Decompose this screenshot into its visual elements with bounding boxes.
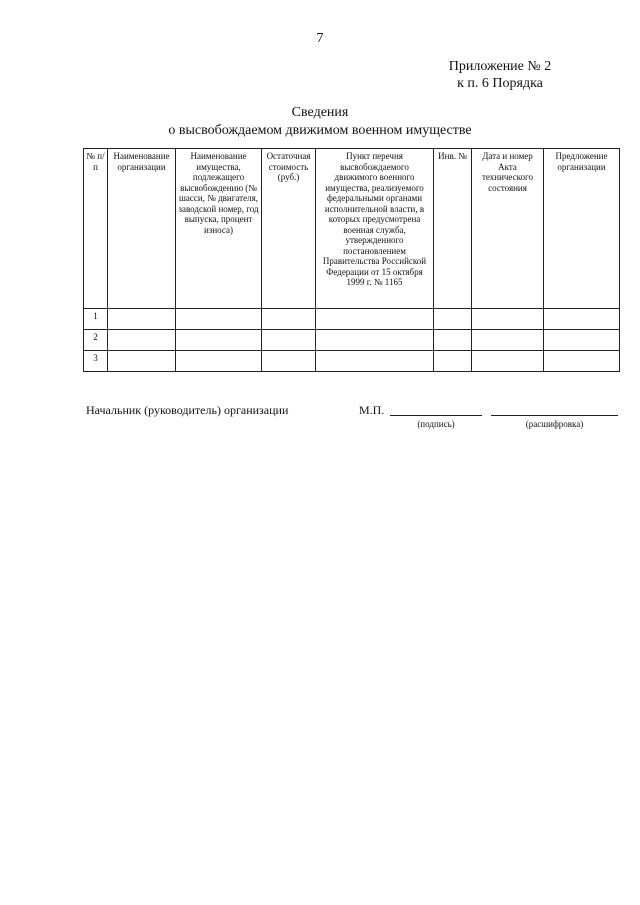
stamp-label: М.П. bbox=[359, 403, 385, 417]
table-cell bbox=[262, 351, 316, 372]
row-number: 2 bbox=[84, 330, 108, 351]
table-cell bbox=[176, 330, 262, 351]
table-cell bbox=[108, 351, 176, 372]
table-cell bbox=[544, 351, 620, 372]
signature-caption: Начальник (руководитель) организации bbox=[86, 403, 289, 417]
table-cell bbox=[316, 351, 434, 372]
appendix-reference bbox=[420, 58, 580, 92]
table-cell bbox=[316, 330, 434, 351]
table-row bbox=[84, 309, 620, 330]
table-cell bbox=[544, 309, 620, 330]
signature-line bbox=[390, 415, 482, 416]
table-cell bbox=[434, 309, 472, 330]
table-row bbox=[84, 330, 620, 351]
table-cell bbox=[434, 330, 472, 351]
title-line-1: Сведения bbox=[291, 105, 349, 120]
table-cell bbox=[176, 351, 262, 372]
document-title bbox=[0, 104, 640, 140]
table-cell bbox=[176, 309, 262, 330]
table-cell bbox=[108, 330, 176, 351]
signature-hint: (подпись) bbox=[417, 419, 455, 429]
header-residual-value: Остаточная стоимость (руб.) bbox=[262, 149, 316, 309]
page-number: 7 bbox=[316, 31, 324, 46]
table-cell bbox=[472, 330, 544, 351]
table-cell bbox=[262, 330, 316, 351]
title-line-2: о высвобождаемом движимом военном имуществе bbox=[168, 123, 472, 138]
table-header-row bbox=[84, 149, 620, 309]
appendix-line-2: к п. 6 Порядка bbox=[457, 76, 543, 91]
header-organization: Наименование организации bbox=[108, 149, 176, 309]
decode-line bbox=[491, 415, 618, 416]
header-proposal: Предложение организации bbox=[544, 149, 620, 309]
header-property: Наименование имущества, подлежащего высвобождению (№ шасси, № двигателя, заводской номер, год выпуска, процент износа) bbox=[176, 149, 262, 309]
table-cell bbox=[108, 309, 176, 330]
property-table bbox=[83, 148, 620, 372]
table-cell bbox=[434, 351, 472, 372]
decode-hint: (расшифровка) bbox=[525, 419, 584, 429]
row-number: 1 bbox=[84, 309, 108, 330]
table-row bbox=[84, 351, 620, 372]
table-cell bbox=[472, 351, 544, 372]
header-list-item: Пункт перечня высвобождаемого движимого военного имущества, реализуемого федеральными органами исполнительной власти, в которых предусмотрена военная служба, утвержденного постановлением Правительства Российской Федерации от 15 октября 1999 г. № 1165 bbox=[316, 149, 434, 309]
table-cell bbox=[472, 309, 544, 330]
table-cell bbox=[544, 330, 620, 351]
table-cell bbox=[316, 309, 434, 330]
appendix-line-1: Приложение № 2 bbox=[448, 59, 552, 74]
header-number: № п/п bbox=[84, 149, 108, 309]
header-act-date-number: Дата и номер Акта технического состояния bbox=[472, 149, 544, 309]
row-number: 3 bbox=[84, 351, 108, 372]
table-cell bbox=[262, 309, 316, 330]
header-inventory-number: Инв. № bbox=[434, 149, 472, 309]
